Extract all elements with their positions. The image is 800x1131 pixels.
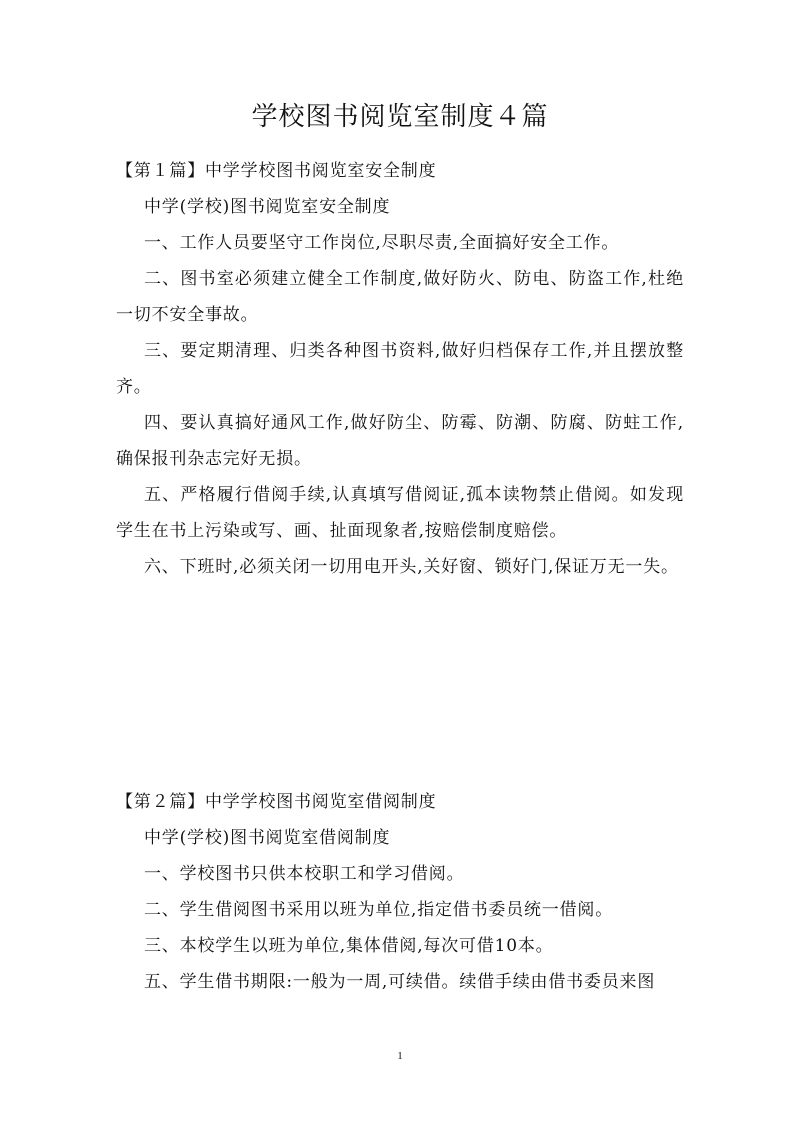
paragraph: 一、学校图书只供本校职工和学习借阅。 [144, 864, 465, 884]
paragraph: 四、要认真搞好通风工作,做好防尘、防霉、防潮、防腐、防蛀工作,确保报刊杂志完好无损。 [116, 413, 684, 469]
paragraph: 三、要定期清理、归类各种图书资料,做好归档保存工作,并且摆放整齐。 [116, 341, 684, 397]
section-1 [116, 153, 684, 585]
page-number: 1 [397, 1050, 403, 1062]
paragraph: 二、图书室必须建立健全工作制度,做好防火、防电、防盗工作,杜绝一切不安全事故。 [116, 269, 684, 325]
paragraph: 三、本校学生以班为单位,集体借阅,每次可借10本。 [144, 936, 554, 956]
section-2 [116, 784, 684, 1000]
paragraph: 中学(学校)图书阅览室安全制度 [144, 197, 391, 217]
paragraph: 六、下班时,必须关闭一切用电开头,关好窗、锁好门,保证万无一失。 [144, 557, 679, 577]
section-heading: 【第２篇】中学学校图书阅览室借阅制度 [116, 792, 437, 812]
section-heading: 【第１篇】中学学校图书阅览室安全制度 [116, 161, 437, 181]
paragraph: 五、学生借书期限:一般为一周,可续借。续借手续由借书委员来图 [144, 972, 656, 992]
paragraph: 五、严格履行借阅手续,认真填写借阅证,孤本读物禁止借阅。如发现学生在书上污染或写、画、扯面现象者,按赔偿制度赔偿。 [116, 485, 684, 541]
paragraph: 一、工作人员要坚守工作岗位,尽职尽责,全面搞好安全工作。 [144, 233, 620, 253]
document-title: 学校图书阅览室制度４篇 [251, 102, 549, 132]
paragraph: 中学(学校)图书阅览室借阅制度 [144, 828, 391, 848]
paragraph: 二、学生借阅图书采用以班为单位,指定借书委员统一借阅。 [144, 900, 614, 920]
